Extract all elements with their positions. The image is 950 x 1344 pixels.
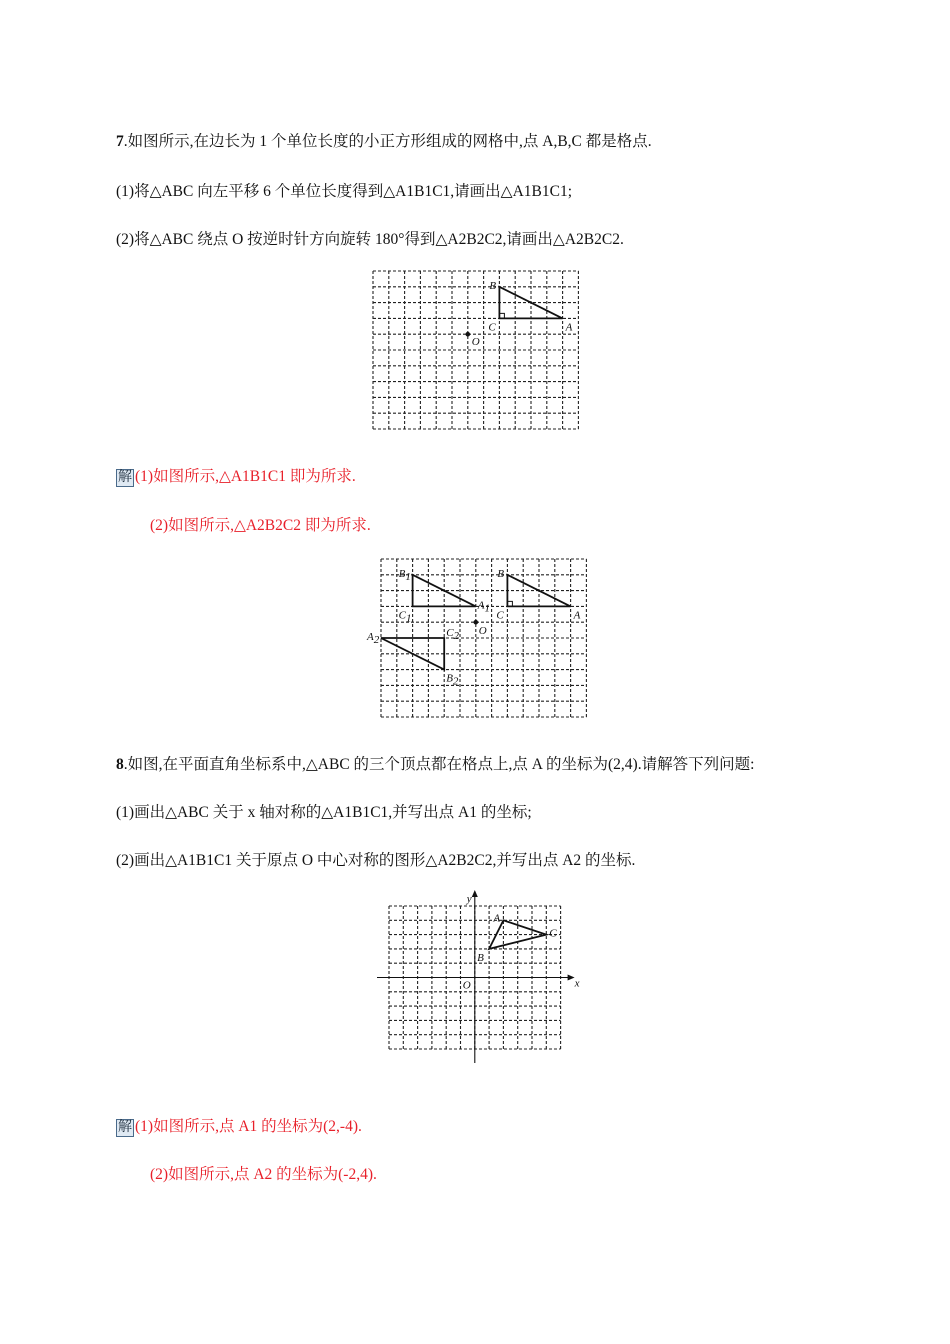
q7-answer1-text: (1)如图所示,△A1B1C1 即为所求. <box>135 468 356 485</box>
label-c: C <box>496 609 504 622</box>
label-c1: C1 <box>398 609 412 625</box>
label-c2: C2 <box>446 627 460 642</box>
label-a: A <box>493 912 501 925</box>
label-x: x <box>574 977 580 990</box>
label-c: C <box>549 927 557 940</box>
label-a1: A1 <box>477 599 491 615</box>
label-b: B <box>489 279 497 292</box>
label-b: B <box>497 567 505 580</box>
label-b: B <box>477 951 484 964</box>
label-o: O <box>462 979 471 992</box>
q8-answer1-text: (1)如图所示,点 A1 的坐标为(2,-4). <box>135 1118 362 1135</box>
q7-part1: (1)将△ABC 向左平移 6 个单位长度得到△A1B1C1,请画出△A1B1C1; <box>116 183 573 200</box>
q8-number: 8 <box>116 756 124 773</box>
q7-answer-figure-grid <box>367 558 586 724</box>
q7-number: 7 <box>116 133 124 150</box>
point-o <box>474 620 479 625</box>
q8-coordinate-figure <box>375 888 580 1068</box>
label-c: C <box>488 321 496 334</box>
answer-badge: 解 <box>118 470 132 485</box>
q8-stem-text: .如图,在平面直角坐标系中,△ABC 的三个顶点都在格点上,点 A 的坐标为(2,4).请解答下列问题: <box>123 756 755 773</box>
q7-figure-grid <box>372 270 578 436</box>
x-axis-arrow <box>568 975 575 981</box>
q7-stem <box>116 132 652 152</box>
q7-answer1 <box>116 467 356 487</box>
q8-part2: (2)画出△A1B1C1 关于原点 O 中心对称的图形△A2B2C2,并写出点 A2 的坐标. <box>116 852 636 869</box>
q8-stem <box>116 755 754 775</box>
q7-part2: (2)将△ABC 绕点 O 按逆时针方向旋转 180°得到△A2B2C2,请画出△A2B2C2. <box>116 231 624 248</box>
y-axis-arrow <box>472 890 478 897</box>
q7-stem-text: .如图所示,在边长为 1 个单位长度的小正方形组成的网格中,点 A,B,C 都是格点. <box>123 133 652 150</box>
triangle-abc <box>489 920 546 949</box>
label-o: O <box>478 625 487 638</box>
label-a2: A2 <box>367 631 380 646</box>
label-b1: B1 <box>398 567 411 583</box>
answer-badge: 解 <box>118 1120 132 1135</box>
label-o: O <box>471 336 480 349</box>
label-a: A <box>565 321 573 334</box>
q7-answer2: (2)如图所示,△A2B2C2 即为所求. <box>150 517 371 534</box>
label-y: y <box>466 893 472 905</box>
q8-answer1 <box>116 1117 362 1137</box>
label-b2: B2 <box>446 672 459 688</box>
label-a: A <box>573 609 581 622</box>
q8-answer2: (2)如图所示,点 A2 的坐标为(-2,4). <box>150 1166 377 1183</box>
point-o <box>466 332 471 337</box>
q8-part1: (1)画出△ABC 关于 x 轴对称的△A1B1C1,并写出点 A1 的坐标; <box>116 804 532 821</box>
